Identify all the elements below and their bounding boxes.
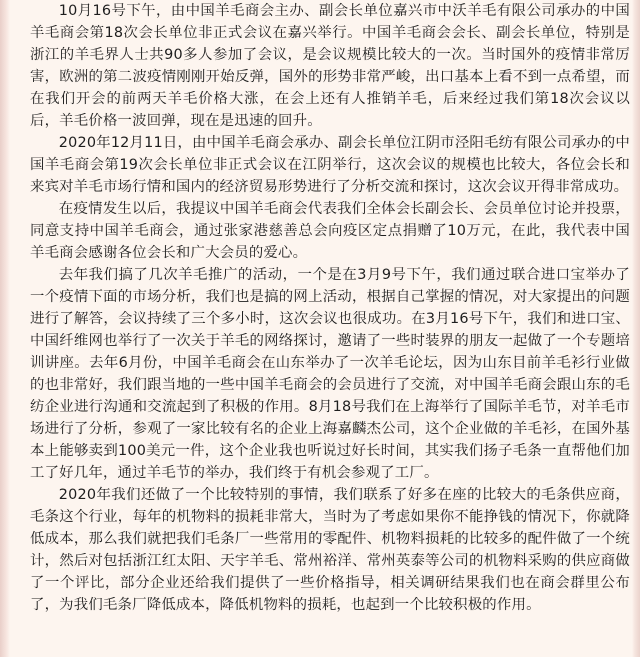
paragraph-meeting-18: 10月16号下午，由中国羊毛商会主办、副会长单位嘉兴市中沃羊毛有限公司承办的中国羊毛商会第18次会长单位非正式会议在嘉兴举行。中国羊毛商会会长、副会长单位，特别是浙江的羊毛界人士共90多人参加了会议，是会议规模比较大的一次。当时国外的疫情非常厉害，欧洲的第二波疫情刚刚开始反弹，国外的形势非常严峻，出口基本上看不到一点希望，而在我们开会的前两天羊毛价格大涨，在会上还有人推销羊毛，后来经过我们第18次会议以后，羊毛价格一波回弹，现在是迅速的回升。 <box>30 3 630 129</box>
paragraph-cost-reduction: 2020年我们还做了一个比较特别的事情，我们联系了好多在座的比较大的毛条供应商，毛条这个行业，每年的机物料的损耗非常大，当时为了考虑如果你不能挣钱的情况下，你就降低成本，那么我们就把我们毛条厂一些常用的零配件、机物料损耗的比较多的配件做了一个统计，然后对包括浙江红太阳、天宇羊毛、常州裕洋、常州英泰等公司的机物料采购的供应商做了一个评比，部分企业还给我们提供了一些价格指导，相关调研结果我们也在商会群里公布了，为我们毛条厂降低成本，降低机物料的损耗，也起到一个比较积极的作用。 <box>30 487 630 613</box>
page-left-edge <box>0 0 10 657</box>
paragraph-promotion-activities: 去年我们搞了几次羊毛推广的活动，一个是在3月9号下午，我们通过联合进口宝举办了一个疫情下面的市场分析，我们也是搞的网上活动，根据自己掌握的情况，对大家提出的问题进行了解答，会议持续了三个多小时，这次会议也很成功。在3月16号下午，我们和进口宝、中国纤维网也举行了一次关于羊毛的网络探讨，邀请了一些时装界的朋友一起做了一个专题培训讲座。去年6月份，中国羊毛商会在山东举办了一次羊毛论坛，因为山东目前羊毛衫行业做的也非常好，我们跟当地的一些中国羊毛商会的会员进行了交流，对中国羊毛商会跟山东的毛纺企业进行沟通和交流起到了积极的作用。8月18号我们在上海举行了国际羊毛节，对羊毛市场进行了分析，参观了一家比较有名的企业上海嘉麟杰公司，这个企业做的羊毛衫，在国外基本上能够卖到100美元一件，这个企业我也听说过好长时间，其实我们扬子毛条一直帮他们加工了好几年，通过羊毛节的举办，我们终于有机会参观了工厂。 <box>30 267 630 481</box>
paragraph-donation: 在疫情发生以后，我提议中国羊毛商会代表我们全体会长副会长、会员单位讨论并投票，同意支持中国羊毛商会，通过张家港慈善总会向疫区定点捐赠了10万元，在此，我代表中国羊毛商会感谢各位会长和广大会员的爱心。 <box>30 201 630 261</box>
article-body <box>30 0 630 616</box>
paragraph-meeting-19: 2020年12月11日，由中国羊毛商会承办、副会长单位江阴市泾阳毛纺有限公司承办的中国羊毛商会第19次会长单位非正式会议在江阴举行，这次会议的规模也比较大，各位会长和来宾对羊毛市场行情和国内的经济贸易形势进行了分析交流和探讨，这次会议开得非常成功。 <box>30 135 630 195</box>
page-right-edge <box>632 0 640 657</box>
